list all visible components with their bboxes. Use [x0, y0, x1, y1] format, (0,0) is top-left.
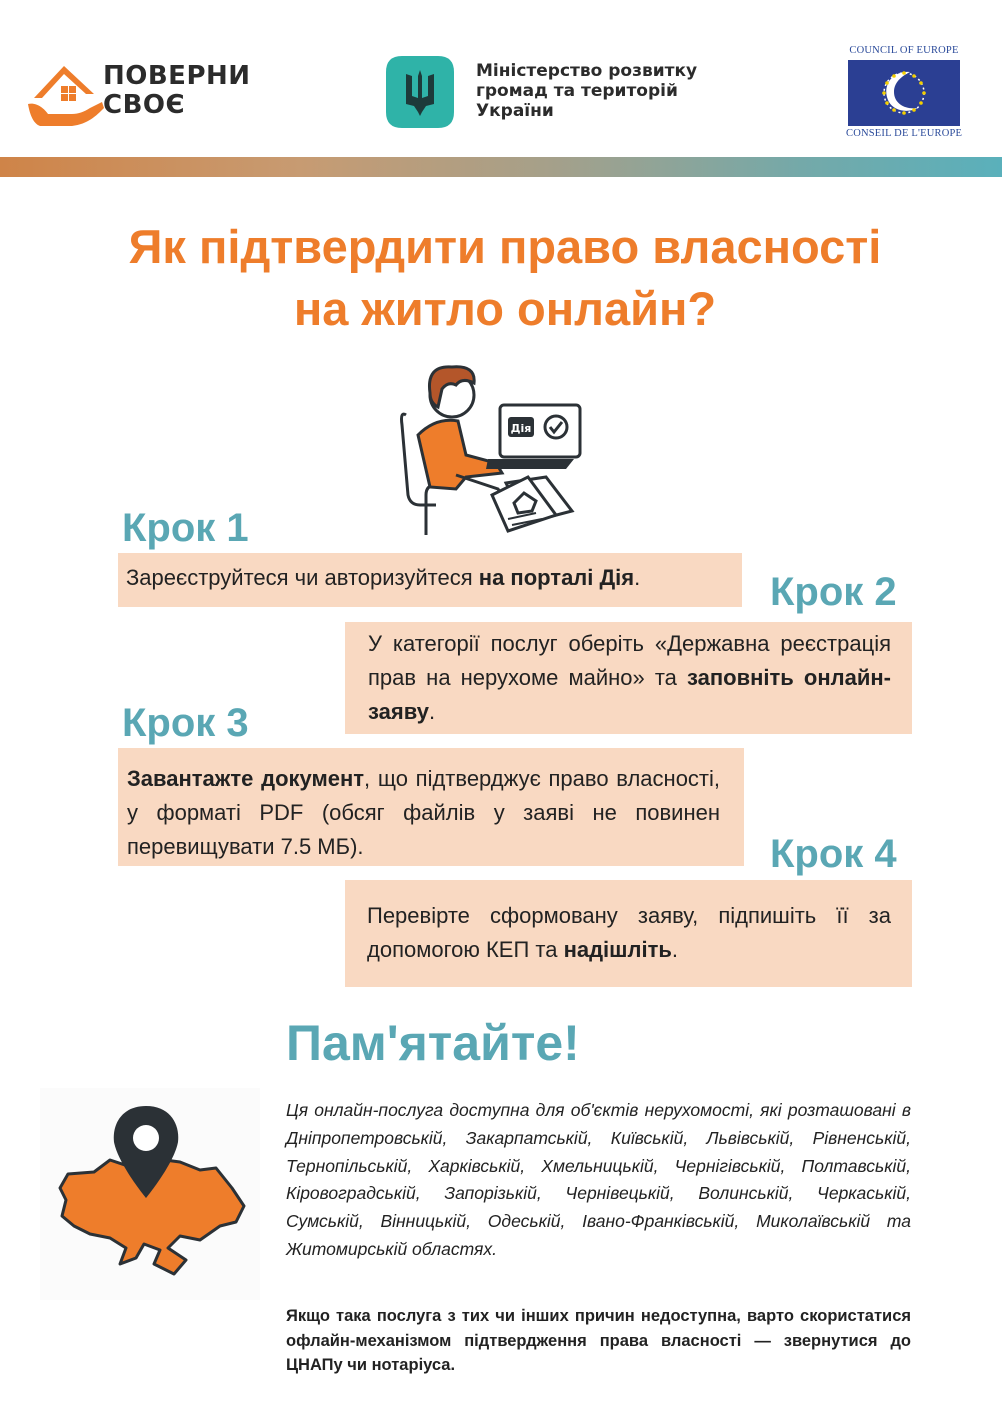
ukraine-map-illustration: [40, 1088, 260, 1300]
step-3-heading: Крок 3: [122, 701, 249, 745]
trident-icon: [382, 52, 458, 132]
step-4-heading: Крок 4: [770, 832, 897, 876]
ministry-line-1: Міністерство розвитку: [476, 61, 698, 81]
step-3-bold: Завантажте документ: [127, 766, 365, 791]
step-3-box: [118, 748, 744, 866]
availability-note: Ця онлайн-послуга доступна для об'єктів нерухомості, які розташовані в Дніпропетровській, Закарпатській, Київській, Львівській, Рівненській, Тернопільській, Харківській, Хмельницькій, Чернігівській, Полтавській, Кіровоградській, Запорізькій, Чернівецькій, Волинській, Черкаській, Сумській, Вінницькій, Одеській, Івано-Франківській, Миколаївській та Житомирській областях.: [286, 1100, 911, 1259]
step-2-heading: Крок 2: [770, 570, 897, 614]
page-title: [60, 216, 950, 340]
remember-heading: Пам'ятайте!: [286, 1015, 580, 1071]
coe-label-en: COUNCIL OF EUROPE: [849, 45, 959, 56]
step-1-bold: на порталі Дія: [478, 565, 635, 590]
title-line-1: Як підтвердити право власності: [128, 220, 882, 273]
step-1-text: Зареєструйтеся чи авторизуйтеся: [126, 565, 479, 590]
step-1-heading: Крок 1: [122, 506, 249, 550]
person-laptop-illustration: [396, 355, 588, 537]
ukraine-map-pin-icon: [40, 1088, 260, 1300]
title-line-2: на житло онлайн?: [293, 282, 717, 335]
step-4-box: [345, 880, 912, 987]
step-2-box: [345, 622, 912, 734]
diia-laptop-label: Дія: [510, 422, 532, 435]
step-4-tail: .: [671, 937, 679, 962]
person-at-laptop-icon: [396, 355, 588, 537]
step-1-tail: .: [634, 565, 641, 590]
logo-line-1: ПОВЕРНИ: [103, 61, 251, 91]
step-3-text: , що підтверджує право власності, у форматі PDF (обсяг файлів у заяві не повинен перевищувати 7.5 МБ).: [127, 766, 721, 859]
council-of-europe-flag: [848, 60, 960, 126]
step-4-text: Перевірте сформовану заяву, підпишіть її за допомогою КЕП та: [367, 903, 891, 962]
header-gradient-bar: [0, 157, 1002, 177]
step-2-tail: .: [428, 699, 436, 724]
step-4-bold: надішліть: [563, 937, 672, 962]
ministry-line-2: громад та територій: [476, 81, 678, 101]
povernu-svoe-logo: [26, 58, 106, 130]
ministry-line-3: України: [476, 101, 554, 121]
hand-house-icon: [26, 58, 106, 130]
coe-stars-icon: [848, 60, 960, 126]
ministry-name: [476, 61, 697, 121]
step-1-box: [118, 553, 742, 607]
logo-line-2: СВОЄ: [103, 90, 186, 120]
offline-note: Якщо така послуга з тих чи інших причин недоступна, варто скористатися офлайн-механізмом підтвердження права власності — звернутися до ЦНАПу чи нотаріуса.: [286, 1307, 911, 1374]
step-2-bold: заповніть онлайн-заяву: [368, 665, 891, 724]
logo-text: [103, 62, 251, 120]
step-2-text: У категорії послуг оберіть «Державна реєстрація прав на нерухоме майно» та: [368, 631, 891, 690]
coe-label-fr: CONSEIL DE L'EUROPE: [846, 128, 963, 139]
ministry-emblem: [382, 52, 458, 132]
